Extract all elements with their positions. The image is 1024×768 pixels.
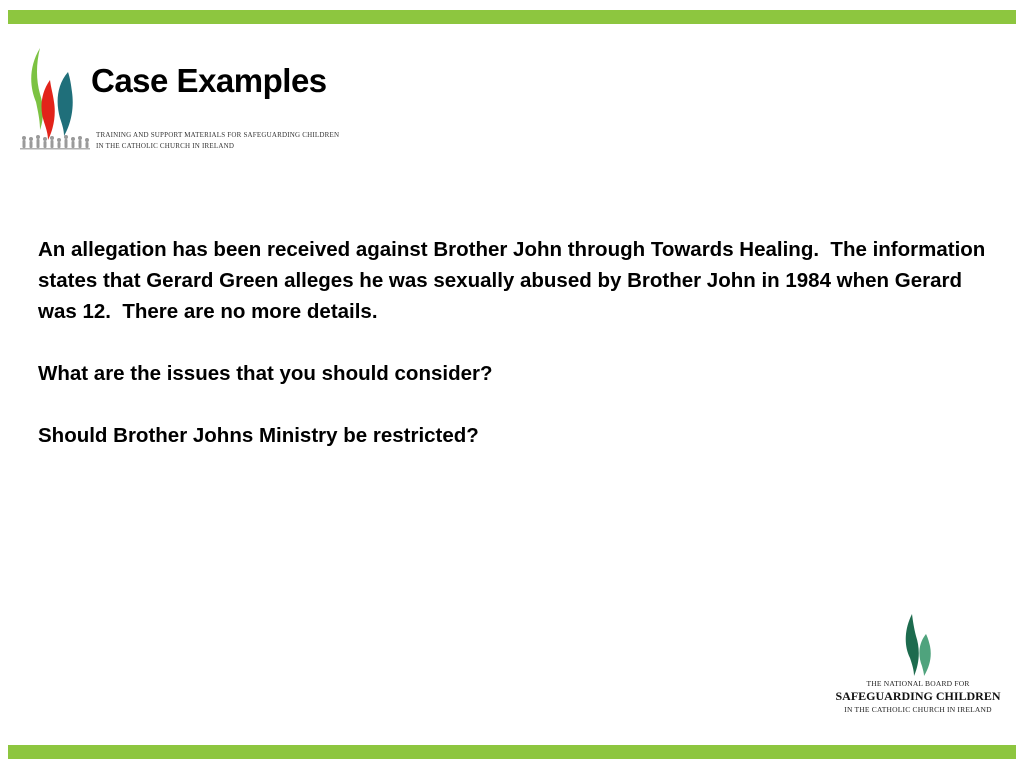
- bottom-accent-bar: [8, 745, 1016, 759]
- question-ministry: Should Brother Johns Ministry be restricted?: [38, 424, 479, 447]
- slide-subtitle: [96, 130, 339, 152]
- question-issues: What are the issues that you should consider?: [38, 362, 493, 385]
- flame-children-logo-icon: [18, 44, 94, 156]
- board-name-line1: THE NATIONAL BOARD FOR: [866, 679, 970, 688]
- board-name-line3: IN THE CATHOLIC CHURCH IN IRELAND: [844, 705, 992, 714]
- case-paragraph: An allegation has been received against Brother John through Towards Healing. The information states that Gerard Green alleges he was sexually abused by Brother John in 1984 when Gerard was 12. There are no more details.: [38, 238, 992, 323]
- slide-title: Case Examples: [91, 62, 327, 99]
- national-board-logo: [826, 612, 1010, 722]
- slide-body: [38, 234, 992, 482]
- board-name-line2: SAFEGUARDING CHILDREN: [835, 689, 1001, 703]
- subtitle-line: TRAINING AND SUPPORT MATERIALS FOR SAFEGUARDING CHILDREN: [96, 131, 340, 139]
- top-accent-bar: [8, 10, 1016, 24]
- green-flames-logo-icon: [898, 612, 938, 676]
- subtitle-line: IN THE CATHOLIC CHURCH IN IRELAND: [96, 142, 235, 150]
